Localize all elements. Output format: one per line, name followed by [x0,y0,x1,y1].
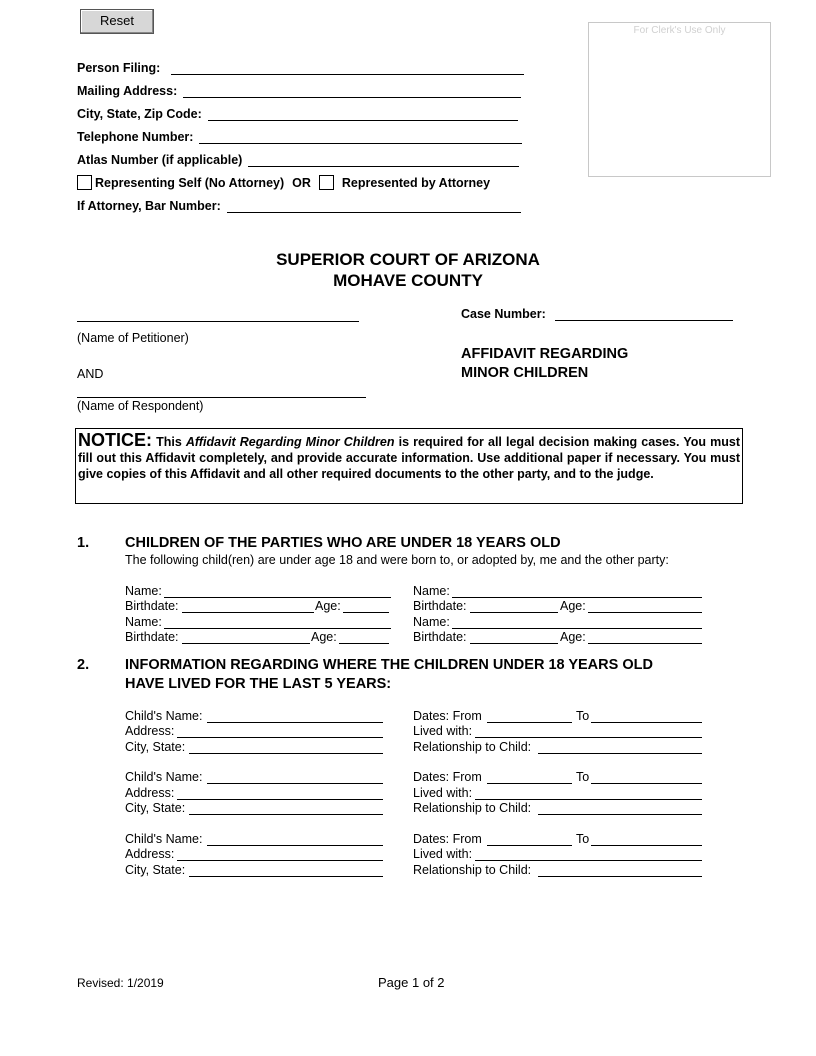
residence3-dates-from-field[interactable] [487,845,572,846]
mailing-address-row [77,80,521,98]
child2-name-label: Name: [413,584,450,598]
child1-age-field[interactable] [343,612,389,613]
residence1-lived-with-field[interactable] [475,737,702,738]
representing-self-label: Representing Self (No Attorney) [95,176,285,190]
residence2-to-field[interactable] [591,783,702,784]
telephone-field[interactable] [199,130,522,144]
document-title-line2: MINOR CHILDREN [461,365,589,381]
child1-age-label: Age: [315,599,341,613]
child2-birthdate-label: Birthdate: [413,599,467,613]
residence2-dates-from-field[interactable] [487,783,572,784]
residence1-address-label: Address: [125,724,175,738]
residence2-address-field[interactable] [177,799,383,800]
city-state-zip-label: City, State, Zip Code: [77,107,202,121]
court-title: SUPERIOR COURT OF ARIZONA [276,250,540,269]
person-filing-row [77,57,524,75]
residence3-to-label: To [576,832,590,846]
atlas-field[interactable] [248,153,519,167]
bar-number-row [77,195,521,213]
child2-name-field[interactable] [452,597,702,598]
case-number-field[interactable] [555,320,733,321]
residence1-childs-name-label: Child's Name: [125,709,203,723]
residence2-relationship-field[interactable] [538,814,702,815]
reset-button[interactable]: Reset [80,9,154,34]
represented-by-attorney-label: Represented by Attorney [341,176,491,190]
child4-name-field[interactable] [452,628,702,629]
bar-number-label: If Attorney, Bar Number: [77,199,221,213]
and-label: AND [77,367,104,381]
residence2-to-label: To [576,770,590,784]
clerk-use-label: For Clerk's Use Only [633,25,726,36]
residence1-relationship-label: Relationship to Child: [413,740,532,754]
case-number-label: Case Number: [461,307,546,321]
petitioner-label: (Name of Petitioner) [77,331,189,345]
child1-birthdate-field[interactable] [182,612,314,613]
child4-birthdate-label: Birthdate: [413,630,467,644]
child3-birthdate-label: Birthdate: [125,630,179,644]
residence1-to-field[interactable] [591,722,702,723]
residence2-childs-name-label: Child's Name: [125,770,203,784]
notice-box [75,428,743,504]
section1-description: The following child(ren) are under age 18 and were born to, or adopted by, me and the other party: [125,553,669,567]
residence1-address-field[interactable] [177,737,383,738]
residence3-childs-name-label: Child's Name: [125,832,203,846]
residence3-childs-name-field[interactable] [207,845,383,846]
residence1-dates-from-label: Dates: From [413,709,482,723]
atlas-row [77,149,519,167]
residence2-lived-with-field[interactable] [475,799,702,800]
residence1-lived-with-label: Lived with: [413,724,473,738]
child2-age-label: Age: [560,599,586,613]
section2-number: 2. [77,657,90,673]
residence2-city-state-label: City, State: [125,801,186,815]
child3-birthdate-field[interactable] [182,643,310,644]
section1-title: CHILDREN OF THE PARTIES WHO ARE UNDER 18 YEARS OLD [125,535,561,551]
notice-text-italic: Affidavit Regarding Minor Children [185,435,395,449]
residence3-to-field[interactable] [591,845,702,846]
residence2-city-state-field[interactable] [189,814,383,815]
or-label: OR [292,176,311,190]
residence3-relationship-label: Relationship to Child: [413,863,532,877]
notice-heading: NOTICE: [78,430,152,450]
residence3-dates-from-label: Dates: From [413,832,482,846]
residence1-city-state-field[interactable] [189,753,383,754]
residence1-dates-from-field[interactable] [487,722,572,723]
residence1-city-state-label: City, State: [125,740,186,754]
notice-text-a: This [152,435,186,449]
child3-name-label: Name: [125,615,162,629]
petitioner-field[interactable] [77,321,359,322]
mailing-address-label: Mailing Address: [77,84,178,98]
bar-number-field[interactable] [227,199,521,213]
telephone-label: Telephone Number: [77,130,194,144]
document-title-line1: AFFIDAVIT REGARDING [461,346,629,362]
residence1-childs-name-field[interactable] [207,722,383,723]
city-state-zip-row [77,103,518,121]
respondent-label: (Name of Respondent) [77,399,204,413]
residence2-address-label: Address: [125,786,175,800]
represented-by-attorney-checkbox[interactable] [319,175,334,190]
residence2-lived-with-label: Lived with: [413,786,473,800]
section2-title-line2: HAVE LIVED FOR THE LAST 5 YEARS: [125,676,392,692]
child4-birthdate-field[interactable] [470,643,558,644]
respondent-field[interactable] [77,397,366,398]
residence2-relationship-label: Relationship to Child: [413,801,532,815]
residence3-address-label: Address: [125,847,175,861]
clerk-use-box [588,22,771,177]
child4-age-label: Age: [560,630,586,644]
child1-name-field[interactable] [164,597,391,598]
residence2-dates-from-label: Dates: From [413,770,482,784]
residence3-city-state-label: City, State: [125,863,186,877]
child4-age-field[interactable] [588,643,702,644]
child3-age-field[interactable] [339,643,389,644]
child3-name-field[interactable] [164,628,391,629]
residence3-lived-with-field[interactable] [475,860,702,861]
person-filing-field[interactable] [171,61,524,75]
representing-self-checkbox[interactable] [77,175,92,190]
county-title: MOHAVE COUNTY [333,271,483,290]
child2-age-field[interactable] [588,612,702,613]
representation-row [77,172,490,190]
residence3-relationship-field[interactable] [538,876,702,877]
residence2-childs-name-field[interactable] [207,783,383,784]
page-number: Page 1 of 2 [378,975,445,990]
residence1-to-label: To [576,709,590,723]
residence1-relationship-field[interactable] [538,753,702,754]
residence3-lived-with-label: Lived with: [413,847,473,861]
mailing-address-field[interactable] [183,84,521,98]
city-state-zip-field[interactable] [208,107,518,121]
telephone-row [77,126,522,144]
child1-name-label: Name: [125,584,162,598]
notice-text-b: is required for all legal decision making cases. You must fill out this Affidavit completely, and provide accurate information. Use additional paper if necessary. You must give copies of this Affidavit and all other required documents to the other party, and to the judge. [78,435,740,481]
revised-date: Revised: 1/2019 [77,976,164,990]
child1-birthdate-label: Birthdate: [125,599,179,613]
child4-name-label: Name: [413,615,450,629]
residence3-address-field[interactable] [177,860,383,861]
child2-birthdate-field[interactable] [470,612,558,613]
residence3-city-state-field[interactable] [189,876,383,877]
child3-age-label: Age: [311,630,337,644]
atlas-label: Atlas Number (if applicable) [77,153,243,167]
person-filing-label: Person Filing: [77,61,161,75]
section2-title-line1: INFORMATION REGARDING WHERE THE CHILDREN UNDER 18 YEARS OLD [125,657,653,673]
section1-number: 1. [77,535,90,551]
